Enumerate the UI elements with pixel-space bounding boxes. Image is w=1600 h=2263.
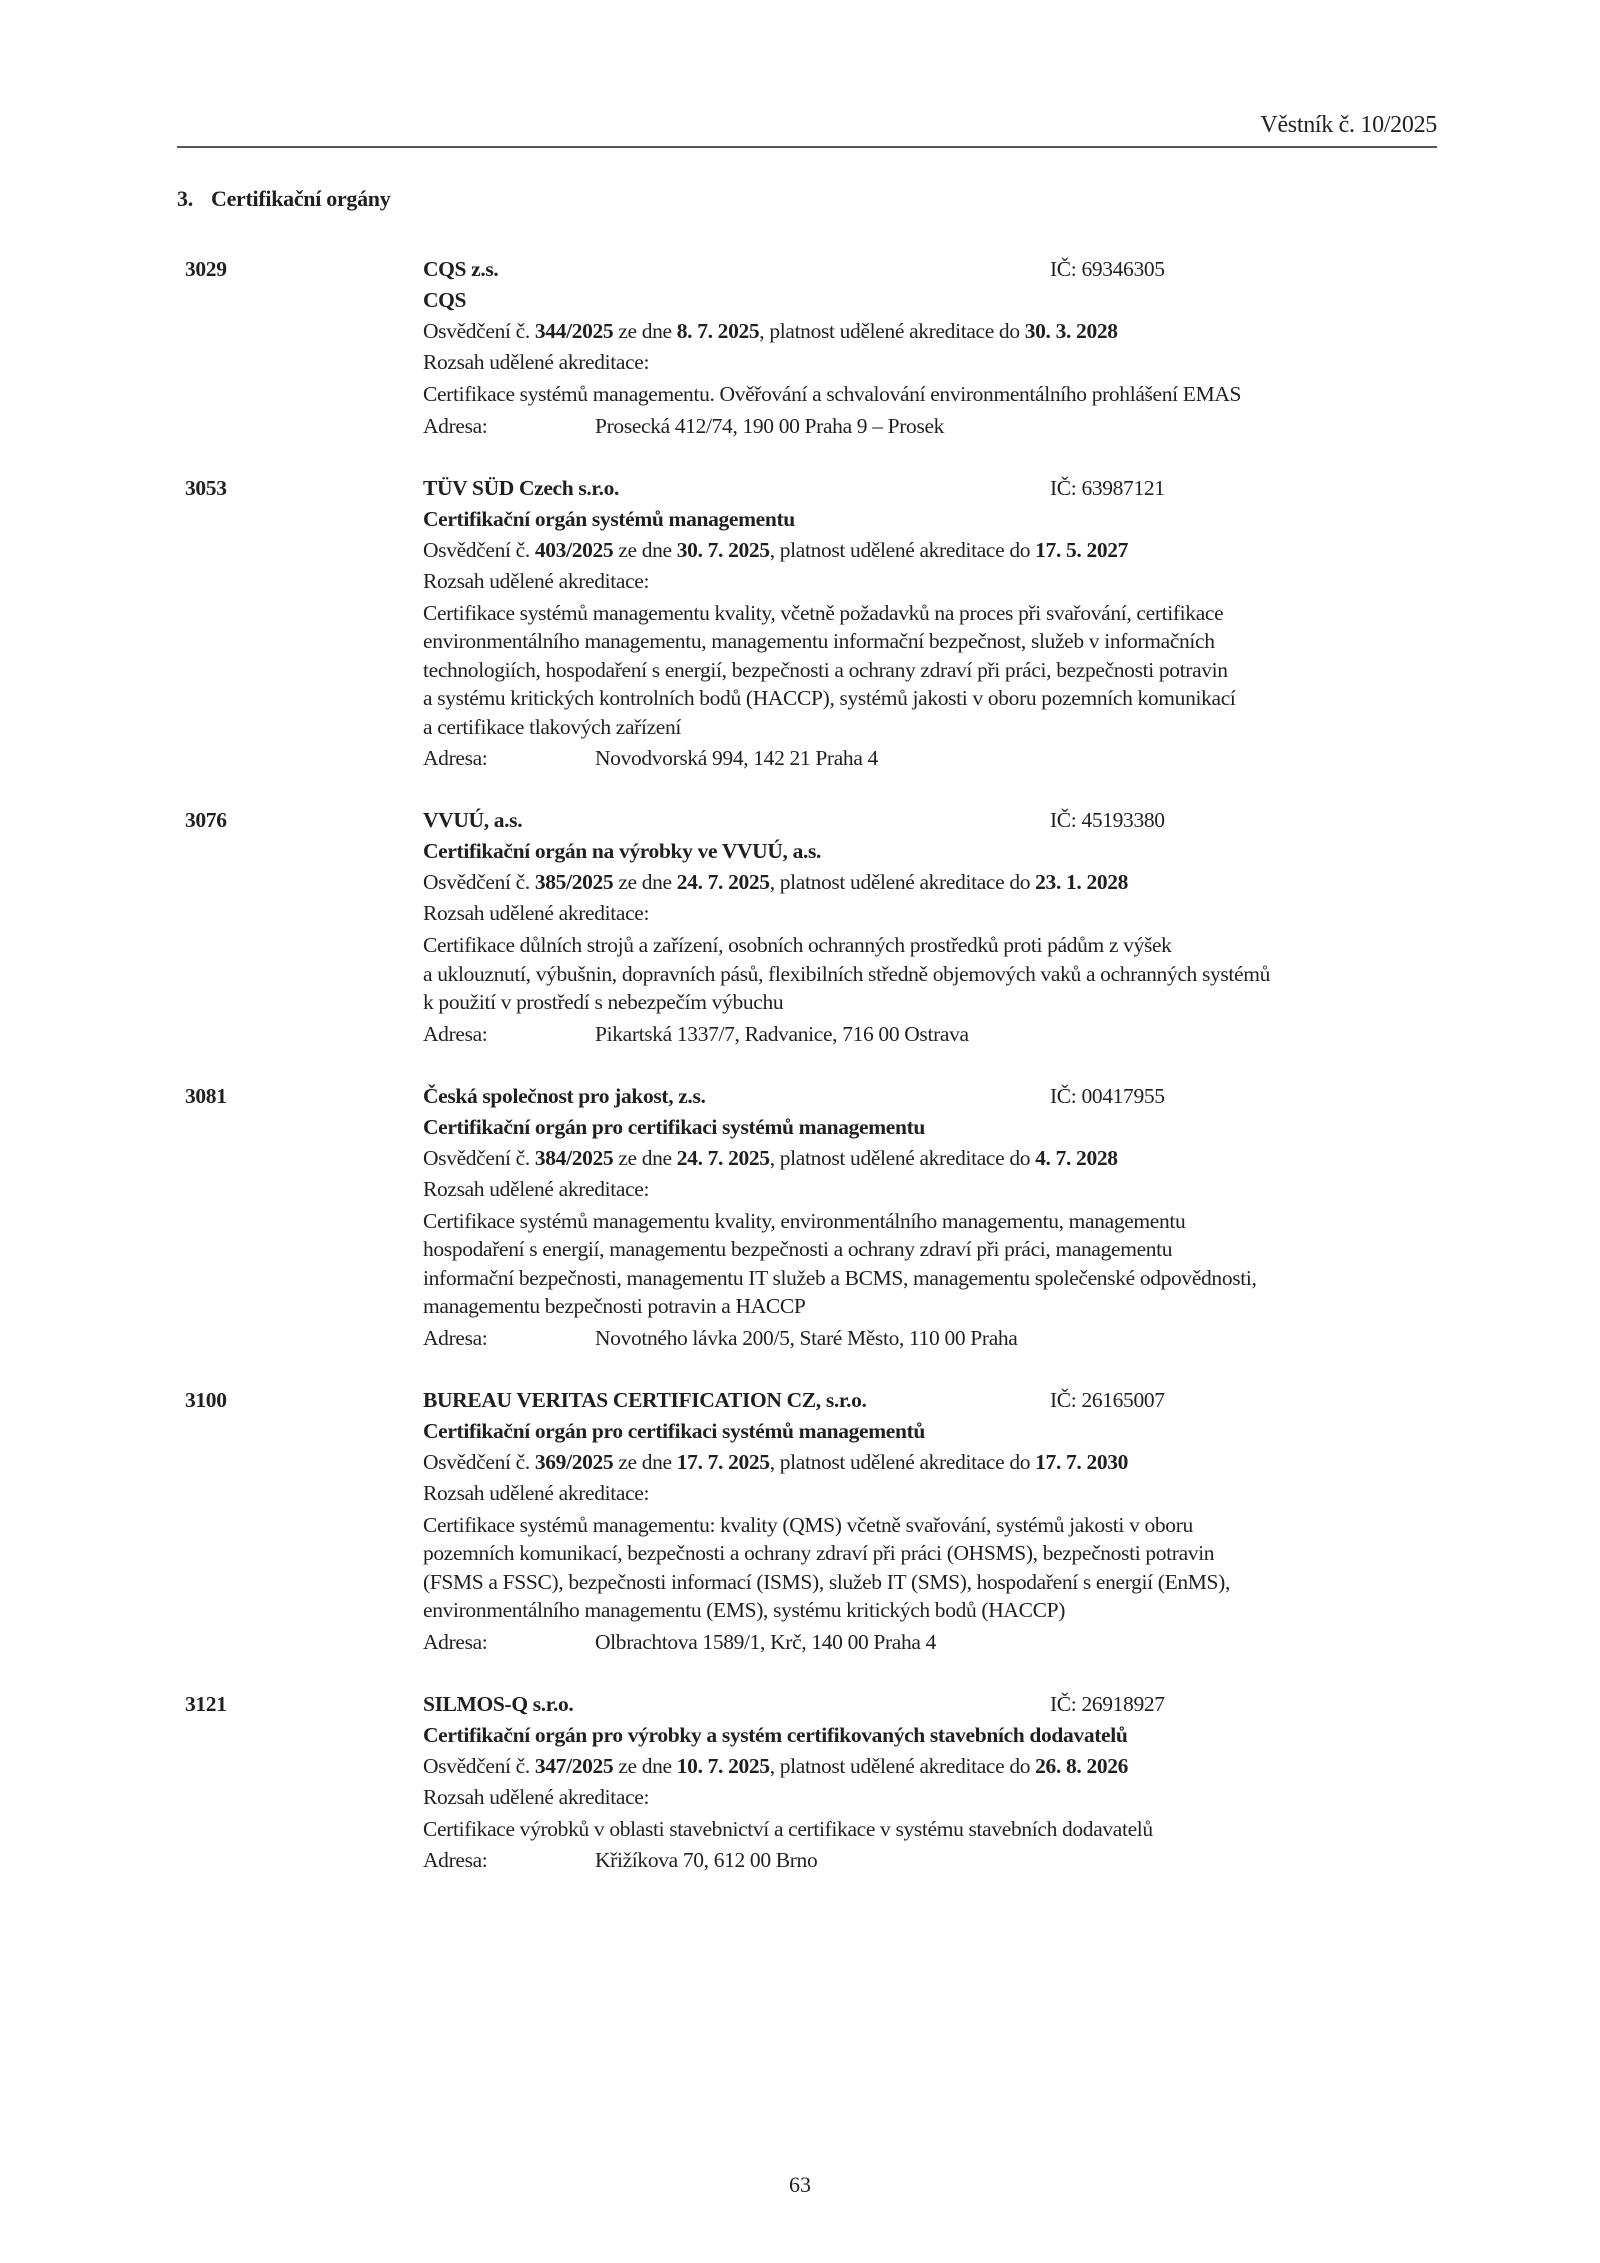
cert-label: Osvědčení č. [423,1145,535,1170]
entry-name: SILMOS-Q s.r.o. [423,1691,574,1716]
ic-value: 45193380 [1081,808,1165,832]
entry [185,805,1445,1050]
entry-subtitle: Certifikační orgán pro certifikaci systémů managementů [423,1418,926,1443]
entry-ic [1050,1689,1165,1720]
ic-value: 69346305 [1081,257,1165,281]
entry [185,1689,1445,1877]
entry-ic [1050,1385,1165,1416]
scope-text [423,1511,1445,1625]
entry-subtitle: Certifikační orgán systémů managementu [423,506,795,531]
address-value: Pikartská 1337/7, Radvanice, 716 00 Ostrava [595,1021,969,1046]
entry-number: 3100 [185,1387,227,1412]
address-line [423,1323,1445,1354]
address-value: Křižíkova 70, 612 00 Brno [595,1848,818,1872]
cert-number: 344/2025 [534,319,614,343]
entry [185,1081,1445,1354]
address-line [423,1627,1445,1658]
cert-number: 347/2025 [534,1753,614,1778]
certificate-line [423,535,1445,566]
address-value: Novodvorská 994, 142 21 Praha 4 [595,746,878,770]
address-line [423,1019,1445,1050]
entry-name-line [423,805,1445,836]
entry-name: VVUÚ, a.s. [423,808,523,832]
scope-text [423,931,1445,1017]
cert-date: 24. 7. 2025 [676,1145,770,1170]
cert-date: 8. 7. 2025 [676,319,760,343]
entry-name-line [423,473,1445,504]
entry-number: 3121 [185,1691,227,1716]
cert-label: Osvědčení č. [423,870,535,894]
scope-line: pozemních komunikací, bezpečnosti a ochrany zdraví při práci (OHSMS), bezpečnosti potravin [423,1541,1215,1565]
entry-subtitle-line [423,1720,1445,1751]
scope-label: Rozsah udělené akreditace: [423,1784,650,1809]
entry-number: 3029 [185,257,227,281]
ic-label: IČ: [1050,475,1082,500]
cert-date: 10. 7. 2025 [676,1753,770,1778]
entry-number: 3053 [185,475,227,500]
address-line [423,743,1445,774]
cert-label: Osvědčení č. [423,1449,535,1474]
ic-label: IČ: [1050,808,1082,832]
scope-label: Rozsah udělené akreditace: [423,568,650,593]
entry-subtitle-line [423,836,1445,867]
section-number: 3. [177,186,193,211]
address-label: Adresa: [423,1325,488,1350]
address-value: Novotného lávka 200/5, Staré Město, 110 00 Praha [595,1325,1018,1350]
entry-subtitle: CQS [423,288,467,312]
scope-text [423,380,1445,409]
certificate-line [423,316,1445,347]
ic-value: 26918927 [1081,1691,1165,1716]
ic-value: 63987121 [1081,475,1165,500]
valid-until: 26. 8. 2026 [1035,1753,1129,1778]
scope-line: Certifikace důlních strojů a zařízení, osobních ochranných prostředků proti pádům z výšek [423,933,1172,957]
cert-date-label: ze dne [613,1449,677,1474]
page-number: 63 [789,2172,811,2197]
cert-date-label: ze dne [613,870,677,894]
entry-name: CQS z.s. [423,257,499,281]
scope-label: Rozsah udělené akreditace: [423,350,650,374]
ic-value: 26165007 [1081,1387,1165,1412]
entry-number: 3081 [185,1083,227,1108]
valid-until-label: , platnost udělené akreditace do [769,870,1036,894]
entry [185,254,1445,442]
address-label: Adresa: [423,1629,488,1654]
scope-line: Certifikace systémů managementu kvality, environmentálního managementu, managementu [423,1208,1186,1233]
scope-line: Certifikace výrobků v oblasti stavebnictví a certifikace v systému stavebních dodavatelů [423,1816,1153,1841]
scope-label: Rozsah udělené akreditace: [423,1480,650,1505]
valid-until-label: , platnost udělené akreditace do [769,537,1036,562]
address-line [423,411,1445,442]
entry-name-line [423,254,1445,285]
entry-subtitle: Certifikační orgán na výrobky ve VVUÚ, a.s. [423,839,822,863]
cert-date-label: ze dne [613,537,677,562]
entry-ic [1050,473,1165,504]
address-label: Adresa: [423,1021,488,1046]
scope-label: Rozsah udělené akreditace: [423,1176,650,1201]
certificate-line [423,1447,1445,1478]
scope-line: k použití v prostředí s nebezpečím výbuchu [423,990,784,1014]
valid-until: 17. 5. 2027 [1035,537,1129,562]
scope-line: a certifikace tlakových zařízení [423,714,681,739]
section-heading [177,186,390,212]
address-value: Prosecká 412/74, 190 00 Praha 9 – Prosek [595,413,945,438]
scope-line: environmentálního managementu (EMS), systému kritických bodů (HACCP) [423,1598,1065,1622]
cert-label: Osvědčení č. [423,1753,535,1778]
ic-label: IČ: [1050,1387,1082,1412]
entry-subtitle: Certifikační orgán pro certifikaci systémů managementu [423,1114,926,1139]
entry [185,1385,1445,1658]
scope-line: Certifikace systémů managementu kvality, včetně požadavků na proces při svařování, certifikace [423,600,1224,625]
certificate-line [423,1751,1445,1782]
cert-date-label: ze dne [613,1753,677,1778]
ic-label: IČ: [1050,1691,1082,1716]
cert-date: 17. 7. 2025 [676,1449,770,1474]
entry-subtitle-line [423,1112,1445,1143]
entry-name: TÜV SÜD Czech s.r.o. [423,475,620,500]
scope-text [423,1207,1445,1321]
scope-line: environmentálního managementu, managementu informační bezpečnost, služeb v informačních [423,629,1215,653]
valid-until-label: , platnost udělené akreditace do [769,1145,1036,1170]
cert-label: Osvědčení č. [423,319,535,343]
cert-date-label: ze dne [613,1145,677,1170]
entry-name-line [423,1081,1445,1112]
address-line [423,1845,1445,1876]
entry-subtitle: Certifikační orgán pro výrobky a systém certifikovaných stavebních dodavatelů [423,1722,1128,1747]
certificate-line [423,1143,1445,1174]
entry-name-line [423,1385,1445,1416]
valid-until: 17. 7. 2030 [1035,1449,1129,1474]
scope-line: (FSMS a FSSC), bezpečnosti informací (ISMS), služeb IT (SMS), hospodaření s energií (EnMS), [423,1569,1230,1594]
valid-until-label: , platnost udělené akreditace do [769,1753,1036,1778]
cert-number: 384/2025 [534,1145,614,1170]
entry [185,473,1445,775]
scope-line: informační bezpečnosti, managementu IT služeb a BCMS, managementu společenské odpovědnosti, [423,1265,1257,1290]
entry-subtitle-line [423,504,1445,535]
scope-line: Certifikace systémů managementu. Ověřování a schvalování environmentálního prohlášení EMAS [423,382,1242,406]
scope-line: technologiích, hospodaření s energií, bezpečnosti a ochrany zdraví při práci, bezpečnosti potravin [423,657,1228,682]
address-label: Adresa: [423,746,488,770]
ic-label: IČ: [1050,257,1082,281]
entry-ic [1050,254,1165,285]
scope-line: Certifikace systémů managementu: kvality (QMS) včetně svařování, systémů jakosti v oboru [423,1512,1193,1537]
entry-name: Česká společnost pro jakost, z.s. [423,1083,706,1108]
valid-until: 30. 3. 2028 [1024,319,1118,343]
scope-label: Rozsah udělené akreditace: [423,901,650,925]
cert-number: 403/2025 [534,537,614,562]
scope-line: hospodaření s energií, managementu bezpečnosti a ochrany zdraví při práci, managementu [423,1237,1173,1261]
valid-until: 4. 7. 2028 [1035,1145,1118,1170]
section-title: Certifikační orgány [211,186,391,211]
cert-date: 30. 7. 2025 [676,537,770,562]
entry-ic [1050,1081,1165,1112]
entry-subtitle-line [423,1416,1445,1447]
entry-subtitle-line [423,285,1445,316]
entry-name: BUREAU VERITAS CERTIFICATION CZ, s.r.o. [423,1387,867,1412]
entry-name-line [423,1689,1445,1720]
certification-bodies-list [185,254,1445,1907]
certificate-line [423,867,1445,898]
scope-line: managementu bezpečnosti potravin a HACCP [423,1294,806,1318]
address-label: Adresa: [423,1848,488,1872]
entry-ic [1050,805,1165,836]
address-value: Olbrachtova 1589/1, Krč, 140 00 Praha 4 [595,1629,937,1654]
valid-until-label: , platnost udělené akreditace do [759,319,1025,343]
scope-text [423,1815,1445,1844]
cert-number: 385/2025 [534,870,614,894]
scope-line: a systému kritických kontrolních bodů (HACCP), systémů jakosti v oboru pozemních komunikací [423,686,1236,710]
entry-number: 3076 [185,808,227,832]
valid-until-label: , platnost udělené akreditace do [769,1449,1036,1474]
cert-date-label: ze dne [613,319,677,343]
cert-label: Osvědčení č. [423,537,535,562]
ic-label: IČ: [1050,1083,1082,1108]
cert-date: 24. 7. 2025 [676,870,770,894]
scope-text [423,599,1445,742]
header-divider [177,146,1437,148]
address-label: Adresa: [423,413,488,438]
cert-number: 369/2025 [534,1449,614,1474]
journal-header-title: Věstník č. 10/2025 [1260,112,1437,138]
valid-until: 23. 1. 2028 [1035,870,1129,894]
scope-line: a uklouznutí, výbušnin, dopravních pásů, flexibilních středně objemových vaků a ochranných systémů [423,961,1271,986]
ic-value: 00417955 [1081,1083,1165,1108]
